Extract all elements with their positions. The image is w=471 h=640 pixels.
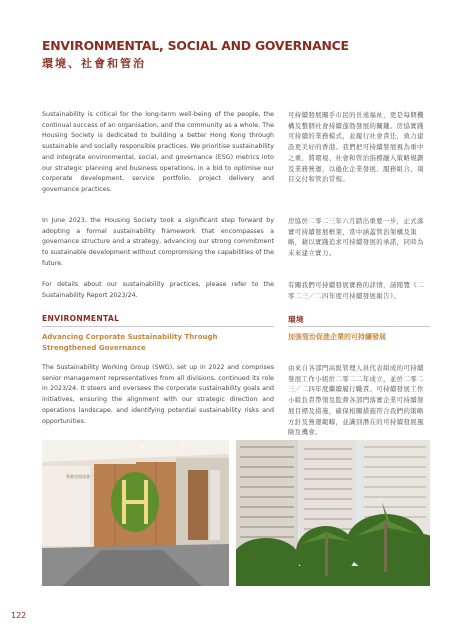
ceiling-light xyxy=(180,443,184,447)
intro-paragraph-3-zh: 有關我們可持續發展實務的詳情，請閱覽《二零二三／二四年度可持續發展報告》。 xyxy=(288,281,424,300)
section-divider-zh xyxy=(288,326,430,327)
office-lobby-illustration xyxy=(42,440,229,586)
ceiling-light xyxy=(140,444,144,448)
intro-paragraph-3-en: For details about our sustainability practices, please refer to the Sustainability Report 2023/24. xyxy=(42,281,274,299)
office-lobby-photo xyxy=(42,440,229,586)
housing-estate-photo xyxy=(236,440,430,586)
section-heading-environmental: ENVIRONMENTAL xyxy=(42,314,120,323)
lobby-sign-text: 香港房屋協會 xyxy=(66,474,90,479)
page-title: ENVIRONMENTAL, SOCIAL AND GOVERNANCE xyxy=(42,38,349,53)
page-title-chinese: 環境、社會和管治 xyxy=(42,57,146,70)
subheading-governance-zh: 加強管治促進企業的可持續發展 xyxy=(288,333,386,341)
intro-paragraph-1-zh: 可持續發展關乎市民的長遠福祉，更是每個機構及整個社會持續蓬勃發展的關鍵。房協實踐可持續的業務模式，並履行社會責任，致力建設更美好的香港。我們把可持續發展視為重中之重，將環境、社會和管治指標融入策略規劃及業務營運，以優化企業發展、服務組合、項目交付和管治常規。 xyxy=(288,111,424,184)
section-divider-en xyxy=(42,326,274,327)
intro-paragraph-1-en: Sustainability is critical for the long-term well-being of the people, the continual success of an organisation, and the community as a whole. The Housing Society is dedicated to building a better Hong Kong through sustainable and socially responsible practices. We prioritise sustainability and integrate environmental, social, and governance (ESG) metrics into our strategic planning and business operations, in a bid to optimise our corporate development, service portfolio, project delivery and governance practices. xyxy=(42,111,274,193)
swg-paragraph-en: The Sustainability Working Group (SWG), set up in 2022 and comprises senior management representatives from all divisions, continued its role in 2023/24. It steers and oversees the corporate sustainability goals and initiatives, ensuring the alignment with our strategic direction and operations landscape, and identifying potential sustainability risks and opportunities. xyxy=(42,364,274,425)
palm-trunk xyxy=(325,536,328,576)
page-number: 122 xyxy=(11,611,27,620)
subheading-governance: Advancing Corporate Sustainability Through Strengthened Governance xyxy=(42,333,218,352)
housing-estate-illustration xyxy=(236,440,430,586)
corridor-door xyxy=(188,470,208,540)
swg-paragraph-zh: 由來自各部門高級管理人員代表組成的可持續發展工作小組於二零二二年成立，並於二零二三／二四年度繼續履行職責。可持續發展工作小組負責帶領及監督各部門落實企業可持續發展目標及措施，確保相關措施符合我們的策略方針及營運範疇，並識別潛在的可持續發展風險及機會。 xyxy=(288,364,424,437)
palm-trunk xyxy=(384,522,387,572)
section-heading-environmental-zh: 環境 xyxy=(288,315,304,324)
intro-paragraph-2-zh: 房協於二零二三年六月踏出重要一步，正式落實可持續發展框架，當中涵蓋管治架構及策略，藉以實踐追求可持續發展的承諾，同時為未來建立實力。 xyxy=(288,217,424,258)
intro-paragraph-2-en: In June 2023, the Housing Society took a significant step forward by adopting a formal sustainability framework that encompasses a governance structure and a strategy, advancing our strong commitment to sustainable development without compromising the capabilities of the future. xyxy=(42,217,274,267)
corridor-wall xyxy=(210,470,220,540)
ceiling-light xyxy=(100,446,104,450)
